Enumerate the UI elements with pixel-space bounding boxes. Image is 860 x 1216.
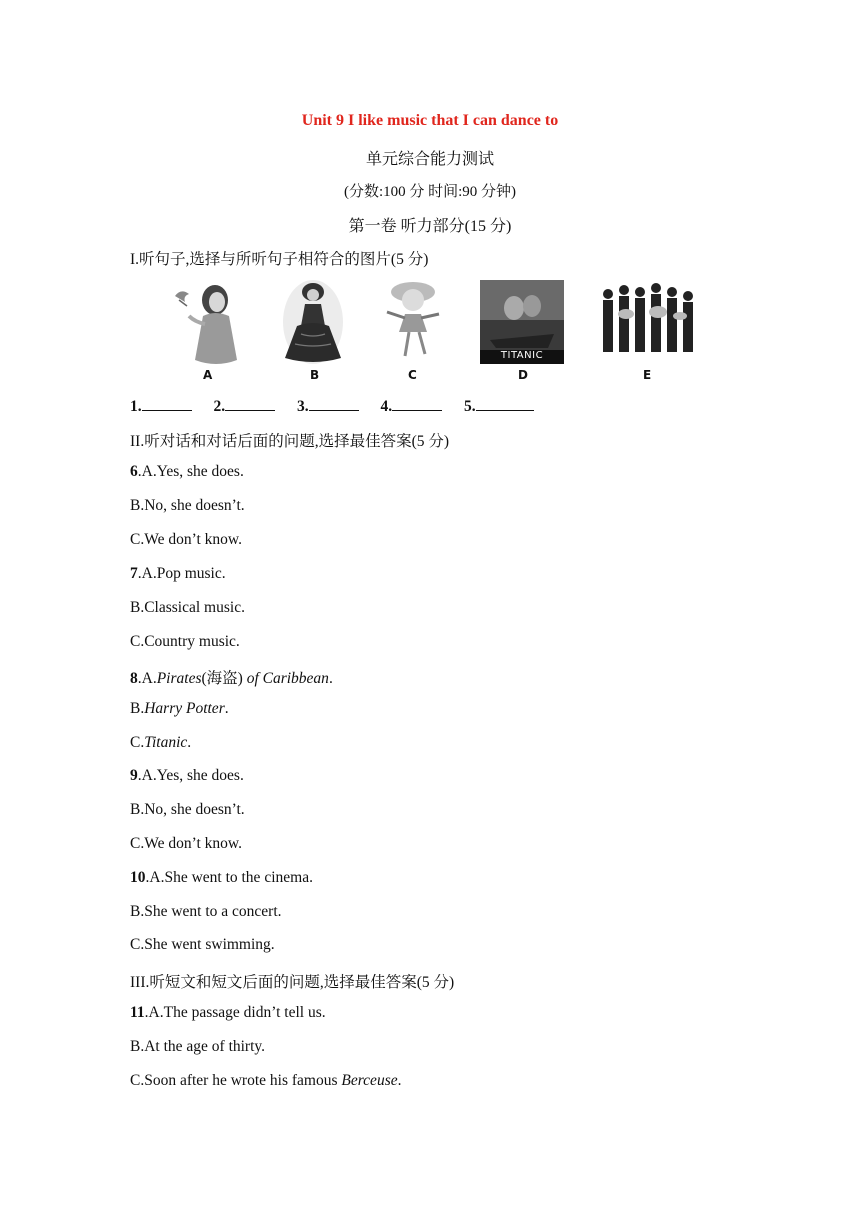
question-8-option-c — [130, 734, 191, 752]
section3-heading: III.听短文和短文后面的问题,选择最佳答案(5 分) — [130, 974, 455, 991]
option-italic: Berceuse — [341, 1072, 398, 1089]
option-prefix: .A. — [137, 670, 157, 687]
option-text: .A.Yes, she does. — [137, 463, 244, 480]
answer-blank-3[interactable] — [309, 396, 359, 411]
option-italic: of Caribbean — [246, 670, 329, 687]
question-11-option-c — [130, 1072, 401, 1090]
question-10-option-a — [130, 869, 313, 887]
blank-number: 2. — [213, 398, 226, 415]
option-text: .A.She went to the cinema. — [145, 869, 313, 886]
option-italic: Harry Potter — [144, 700, 225, 717]
answer-blank-4[interactable] — [392, 396, 442, 411]
option-prefix: C. — [130, 734, 145, 751]
titanic-poster-icon — [480, 280, 570, 380]
question-8-option-b — [130, 700, 229, 718]
option-prefix: C.Soon after he wrote his famous — [130, 1072, 342, 1089]
blank-number: 1. — [130, 398, 142, 415]
band-group-icon — [598, 278, 698, 378]
section2-heading: II.听对话和对话后面的问题,选择最佳答案(5 分) — [130, 433, 450, 450]
option-italic: Titanic — [144, 734, 188, 751]
question-10-option-b: B.She went to a concert. — [130, 903, 282, 920]
answer-blank-1[interactable] — [142, 396, 192, 411]
question-9-option-c: C.We don’t know. — [130, 835, 242, 852]
question-9-option-a — [130, 767, 244, 785]
blank-number: 3. — [297, 398, 309, 415]
picture-label-d: D — [518, 368, 528, 382]
blank-number: 4. — [380, 398, 393, 415]
picture-label-e: E — [643, 368, 652, 382]
picture-label-a: A — [203, 368, 213, 382]
question-number: 6 — [130, 463, 138, 480]
question-6-option-b: B.No, she doesn’t. — [130, 497, 245, 514]
question-number: 7 — [130, 565, 138, 582]
singer-woman-icon — [165, 278, 255, 378]
question-number: 10 — [130, 869, 146, 886]
option-text: .A.Yes, she does. — [137, 767, 244, 784]
option-text: .A.The passage didn’t tell us. — [144, 1004, 326, 1021]
score-time-info: (分数:100 分 时间:90 分钟) — [343, 184, 517, 200]
option-end: . — [328, 670, 333, 687]
option-prefix: B. — [130, 700, 145, 717]
question-6-option-a — [130, 463, 244, 481]
picture-label-b: B — [310, 368, 320, 382]
dancing-girl-icon — [375, 278, 465, 378]
option-chinese: (海盗) — [201, 670, 247, 687]
picture-label-c: C — [408, 368, 417, 382]
option-italic: Pirates — [156, 670, 202, 687]
answer-blank-2[interactable] — [225, 396, 275, 411]
document-title: Unit 9 I like music that I can dance to — [301, 112, 559, 129]
answer-blanks — [130, 396, 552, 416]
question-number: 9 — [130, 767, 138, 784]
titanic-caption: TITANIC — [500, 350, 544, 361]
question-10-option-c: C.She went swimming. — [130, 936, 275, 953]
question-11-option-a — [130, 1004, 326, 1022]
victorian-lady-icon — [275, 278, 365, 378]
option-text: .A.Pop music. — [137, 565, 226, 582]
answer-blank-5[interactable] — [476, 396, 534, 411]
question-8-option-a — [130, 666, 333, 688]
question-number: 8 — [130, 670, 138, 687]
picture-row — [160, 278, 700, 388]
question-number: 11 — [130, 1004, 145, 1021]
option-end: . — [397, 1072, 402, 1089]
section1-heading: I.听句子,选择与所听句子相符合的图片(5 分) — [130, 251, 429, 268]
question-9-option-b: B.No, she doesn’t. — [130, 801, 245, 818]
option-end: . — [187, 734, 192, 751]
question-7-option-c: C.Country music. — [130, 633, 240, 650]
blank-number: 5. — [464, 398, 476, 415]
question-6-option-c: C.We don’t know. — [130, 531, 242, 548]
question-11-option-b: B.At the age of thirty. — [130, 1038, 266, 1055]
part-heading: 第一卷 听力部分(15 分) — [348, 218, 512, 235]
question-7-option-b: B.Classical music. — [130, 599, 245, 616]
document-subtitle: 单元综合能力测试 — [365, 151, 494, 168]
option-end: . — [224, 700, 229, 717]
question-7-option-a — [130, 565, 226, 583]
